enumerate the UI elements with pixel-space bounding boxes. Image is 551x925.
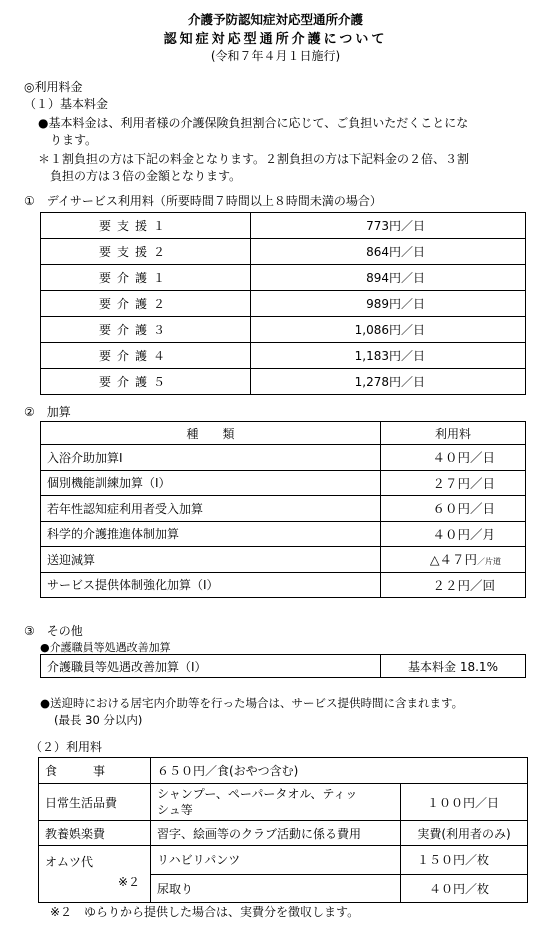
table-row [41, 369, 526, 395]
diaper-value-pad: ４０円／枚 [401, 874, 528, 903]
additions-table [40, 421, 526, 598]
basic-fee-bullet-line2: ります。 [50, 133, 98, 147]
daily-fee: 773円／日 [251, 213, 526, 239]
table-row [39, 821, 528, 846]
header-line1: 介護予防認知症対応型通所介護 [187, 12, 363, 27]
improvement-rate: 基本料金 18.1% [381, 655, 526, 678]
basic-fee-note-line2: 負担の方は３倍の金額となります。 [50, 169, 242, 183]
addition-name: 科学的介護推進体制加算 [41, 521, 381, 547]
additions-title: ② 加算 [24, 405, 71, 419]
one-way-suffix: ／片道 [477, 557, 501, 567]
column-header-fee: 利用料 [381, 422, 526, 445]
improvement-table [40, 654, 526, 678]
addition-name: 送迎減算 [41, 547, 381, 573]
table-row [39, 758, 528, 784]
care-level: 要介護１ [41, 265, 251, 291]
addition-name: 若年性認知症利用者受入加算 [41, 496, 381, 522]
diaper-label-cell [39, 846, 151, 903]
addition-fee: ４０円／日 [381, 445, 526, 471]
addition-fee: ４０円／月 [381, 521, 526, 547]
diaper-note: ※２ [117, 875, 140, 889]
table-row [41, 343, 526, 369]
culture-value: 実費(利用者のみ) [401, 821, 528, 846]
table-row [41, 317, 526, 343]
table-row [41, 521, 526, 547]
table-header-row [41, 422, 526, 445]
basic-fee-bullet-line1: ●基本料金は、利用者様の介護保険負担割合に応じて、ご負担いただくことにな [38, 116, 469, 130]
daily-fee: 894円／日 [251, 265, 526, 291]
addition-name: 個別機能訓練加算（Ⅰ） [41, 470, 381, 496]
basic-fee-title: （１）基本料金 [24, 97, 109, 111]
daily-fee: 1,086円／日 [251, 317, 526, 343]
daily-goods-value: １００円／日 [401, 784, 528, 821]
table-row [41, 239, 526, 265]
day-service-table [40, 212, 526, 395]
header-line3: (令和７年４月１日施行) [210, 49, 341, 63]
transport-note-line1: ●送迎時における居宅内介助等を行った場合は、サービス提供時間に含まれます。 [40, 696, 464, 710]
fees-section-title: ◎利用料金 [24, 80, 83, 94]
addition-fee: ２２円／回 [381, 572, 526, 598]
daily-goods-desc-line2: シュ等 [157, 803, 193, 817]
daily-goods-label: 日常生活品費 [39, 784, 151, 821]
table-row [41, 213, 526, 239]
daily-fee: 1,278円／日 [251, 369, 526, 395]
day-service-title: ① デイサービス利用料（所要時間７時間以上８時間未満の場合） [24, 194, 382, 208]
improvement-name: 介護職員等処遇改善加算（Ⅰ） [41, 655, 381, 678]
diaper-label: オムツ代 [45, 855, 94, 869]
other-title: ③ その他 [24, 624, 83, 638]
daily-goods-desc [151, 784, 401, 821]
other-subtitle: ●介護職員等処遇改善加算 [40, 641, 171, 654]
usage-fees-title: （２）利用料 [30, 740, 103, 754]
table-row [41, 445, 526, 471]
daily-goods-desc-line1: シャンプー、ペーパータオル、ティッ [157, 787, 358, 801]
column-header-type: 種 類 [41, 422, 381, 445]
table-row [39, 846, 528, 875]
footnote: ※２ ゆらりから提供した場合は、実費分を徴収します。 [50, 905, 360, 919]
daily-fee: 1,183円／日 [251, 343, 526, 369]
diaper-item-pad: 尿取り [151, 874, 401, 903]
addition-name: 入浴介助加算Ⅰ [41, 445, 381, 471]
daily-fee: 989円／日 [251, 291, 526, 317]
transport-note-line2: (最長 30 分以内) [54, 713, 143, 727]
meal-value: ６５０円／食(おやつ含む) [151, 758, 528, 784]
daily-fee: 864円／日 [251, 239, 526, 265]
care-level: 要支援１ [41, 213, 251, 239]
culture-label: 教養娯楽費 [39, 821, 151, 846]
addition-fee: △４７円／片道 [381, 547, 526, 573]
table-row [41, 265, 526, 291]
culture-desc: 習字、絵画等のクラブ活動に係る費用 [151, 821, 401, 846]
meal-label: 食 事 [39, 758, 151, 784]
table-row [41, 291, 526, 317]
table-row [39, 784, 528, 821]
care-level: 要支援２ [41, 239, 251, 265]
care-level: 要介護５ [41, 369, 251, 395]
care-level: 要介護３ [41, 317, 251, 343]
addition-name: サービス提供体制強化加算（Ⅰ） [41, 572, 381, 598]
table-row [41, 496, 526, 522]
table-row [41, 655, 526, 678]
care-level: 要介護４ [41, 343, 251, 369]
table-row [41, 572, 526, 598]
diaper-value-rehab-pants: １５０円／枚 [401, 846, 528, 875]
care-level: 要介護２ [41, 291, 251, 317]
table-row [41, 470, 526, 496]
basic-fee-note-line1: ＊１割負担の方は下記の料金となります。２割負担の方は下記料金の２倍、３割 [38, 152, 470, 166]
diaper-item-rehab-pants: リハビリパンツ [151, 846, 401, 875]
table-row [41, 547, 526, 573]
usage-fees-table [38, 757, 528, 903]
addition-fee: ２７円／日 [381, 470, 526, 496]
header-line2: 認知症対応型通所介護について [163, 32, 388, 47]
addition-fee: ６０円／日 [381, 496, 526, 522]
